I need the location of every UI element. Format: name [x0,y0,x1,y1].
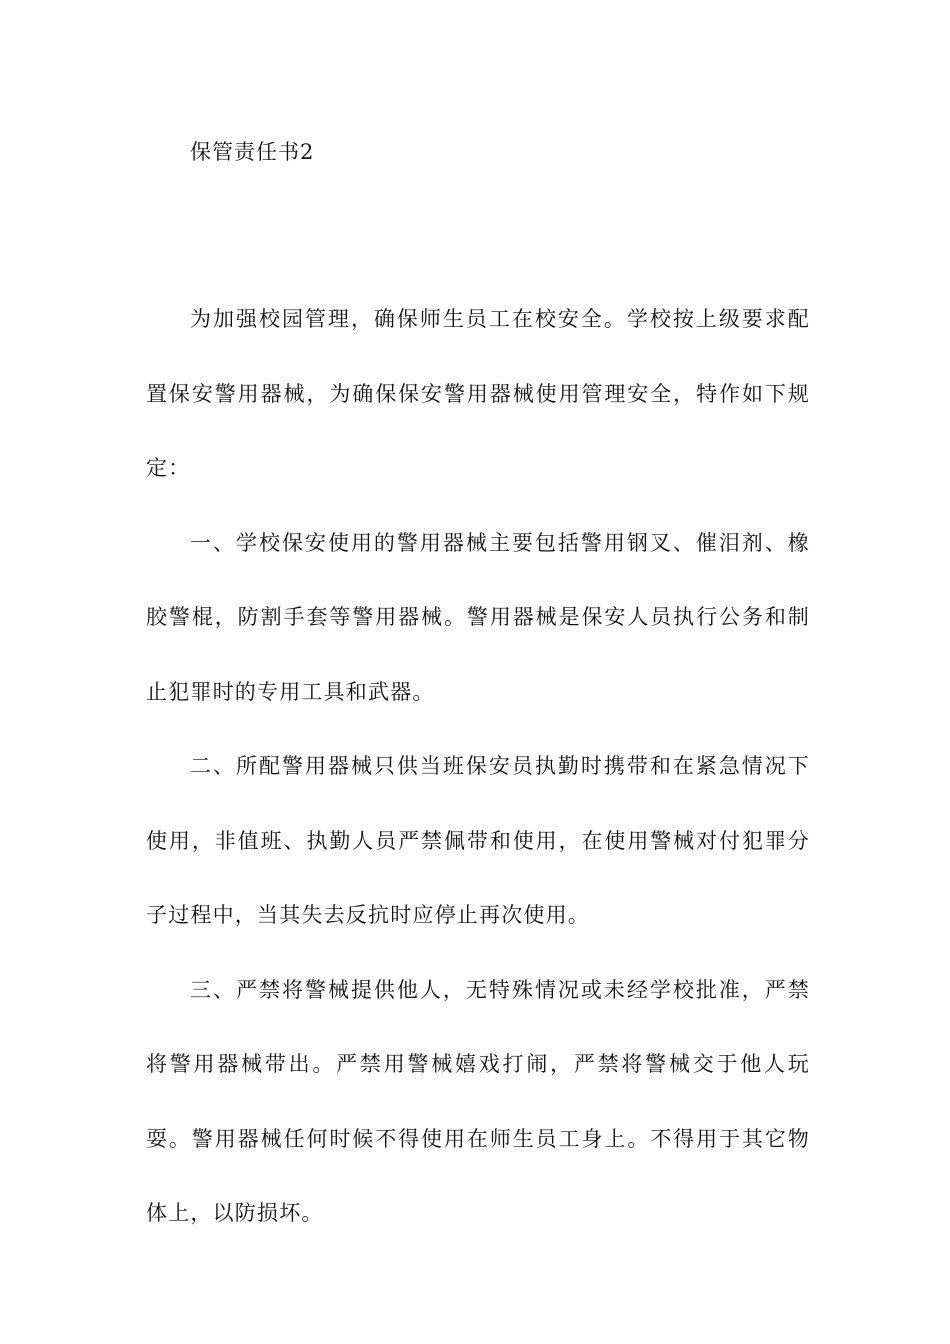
document-title: 保管责任书2 [190,140,315,164]
document-body [146,282,810,1251]
paragraph-item-1: 一、学校保安使用的警用器械主要包括警用钢叉、催泪剂、橡胶警棍，防割手套等警用器械。警用器械是保安人员执行公务和制止犯罪时的专用工具和武器。 [146,530,810,704]
paragraph-item-2: 二、所配警用器械只供当班保安员执勤时携带和在紧急情况下使用，非值班、执勤人员严禁佩带和使用，在使用警械对付犯罪分子过程中，当其失去反抗时应停止再次使用。 [146,754,810,927]
paragraph-intro: 为加强校园管理，确保师生员工在校安全。学校按上级要求配置保安警用器械，为确保保安警用器械使用管理安全，特作如下规定： [146,307,810,480]
paragraph-item-3: 三、严禁将警械提供他人，无特殊情况或未经学校批准，严禁将警用器械带出。严禁用警械嬉戏打闹，严禁将警械交于他人玩耍。警用器械任何时候不得使用在师生员工身上。不得用于其它物体上，以防损坏。 [146,977,810,1225]
